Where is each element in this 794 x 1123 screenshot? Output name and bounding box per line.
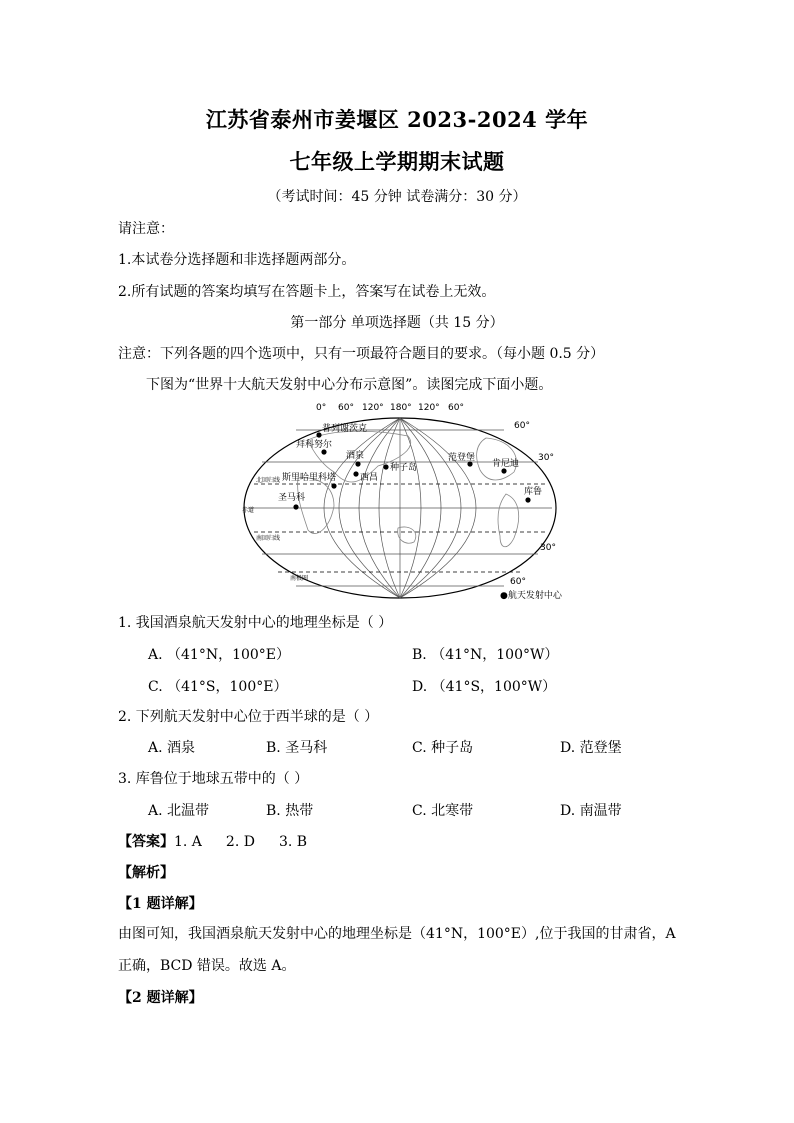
answer-1: 1. A	[174, 834, 202, 850]
site-label-tanegashima: 种子岛	[390, 463, 418, 473]
tropic-n-label: 北回归线	[256, 477, 281, 484]
site-label-sriharikota: 斯里哈里科塔	[282, 473, 337, 483]
question-1-stem: 1. 我国酒泉航天发射中心的地理坐标是（ ）	[118, 615, 393, 631]
analysis-label: 【解析】	[118, 865, 174, 881]
world-launch-sites-map	[238, 400, 578, 604]
question-2-stem: 2. 下列航天发射中心位于西半球的是（ ）	[118, 709, 379, 725]
part1-title: 第一部分 单项选择题（共 15 分）	[290, 315, 504, 331]
q1-detail-label: 【1 题详解】	[118, 896, 203, 912]
q1-option-b: B. （41°N，100°W）	[412, 647, 559, 663]
lon-label-2: 120°	[362, 403, 384, 413]
site-label-xichang: 西昌	[360, 473, 379, 483]
tropic-s-label: 南回归线	[256, 535, 281, 542]
map-svg	[238, 400, 578, 604]
q2-option-a: A. 酒泉	[148, 740, 196, 756]
lon-label-0: 0°	[316, 403, 327, 413]
part1-instruction: 注意：下列各题的四个选项中，只有一项最符合题目的要求。（每小题 0.5 分）	[118, 346, 605, 362]
q3-option-c: C. 北寒带	[412, 803, 474, 819]
question-3-stem: 3. 库鲁位于地球五带中的（ ）	[118, 771, 309, 787]
q2-option-b: B. 圣马科	[266, 740, 328, 756]
q1-option-c: C. （41°S，100°E）	[148, 679, 288, 695]
exam-title-line2: 七年级上学期期末试题	[289, 149, 505, 174]
site-label-baikonur: 拜科努尔	[296, 440, 333, 450]
lat-label-3: 30°	[540, 543, 556, 553]
equator-label: 赤道	[242, 507, 255, 514]
site-label-san-marco: 圣马科	[278, 493, 306, 503]
q1-option-d: D. （41°S，100°W）	[412, 679, 557, 695]
lon-label-1: 60°	[338, 403, 354, 413]
lon-label-5: 60°	[448, 403, 464, 413]
site-label-vandenberg: 范登堡	[448, 453, 476, 463]
site-label-jiuquan: 酒泉	[346, 451, 365, 461]
site-label-plesetsk: 普列谢茨克	[322, 424, 368, 434]
answer-line	[118, 831, 307, 851]
notice-item-2: 2.所有试题的答案均填写在答题卡上，答案写在试卷上无效。	[118, 284, 496, 300]
answer-2: 2. D	[225, 834, 255, 850]
q3-option-b: B. 热带	[266, 803, 314, 819]
q2-option-c: C. 种子岛	[412, 740, 474, 756]
antarctic-label: 南极圈	[290, 575, 309, 582]
notice-heading: 请注意：	[118, 221, 174, 237]
map-intro: 下图为“世界十大航天发射中心分布示意图”。读图完成下面小题。	[146, 377, 553, 393]
lat-label-1: 60°	[514, 421, 530, 431]
q2-detail-label: 【2 题详解】	[118, 990, 203, 1006]
exam-title-line1: 江苏省泰州市姜堰区 2023-2024 学年	[205, 107, 589, 132]
notice-item-1: 1.本试卷分选择题和非选择题两部分。	[118, 252, 356, 268]
answer-3: 3. B	[278, 834, 308, 850]
answer-label: 【答案】	[118, 834, 174, 850]
q3-option-d: D. 南温带	[560, 803, 622, 819]
lon-label-3: 180°	[390, 403, 412, 413]
lat-label-2: 30°	[538, 453, 554, 463]
lat-label-4: 60°	[510, 577, 526, 587]
q2-option-d: D. 范登堡	[560, 740, 622, 756]
site-label-kennedy: 肯尼迪	[492, 459, 520, 469]
q3-option-a: A. 北温带	[148, 803, 210, 819]
exam-info: （考试时间：45 分钟 试卷满分：30 分）	[267, 189, 527, 205]
map-legend: ●航天发射中心	[500, 591, 562, 601]
lon-label-4: 120°	[418, 403, 440, 413]
q1-option-a: A. （41°N，100°E）	[148, 647, 291, 663]
q1-detail-text: 由图可知，我国酒泉航天发射中心的地理坐标是（41°N，100°E）,位于我国的甘肃省，A 正确，BCD 错误。故选 A。	[118, 926, 676, 974]
site-label-kourou: 库鲁	[524, 487, 543, 497]
